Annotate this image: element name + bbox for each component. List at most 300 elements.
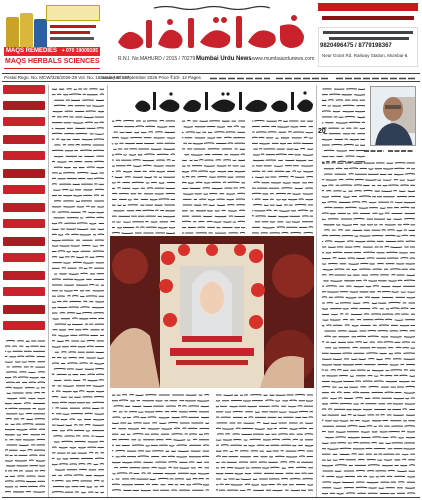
- text-stroke: [129, 155, 136, 156]
- text-stroke: [369, 202, 376, 203]
- text-stroke: [187, 120, 191, 121]
- text-stroke: [322, 297, 327, 298]
- text-stroke: [346, 179, 354, 180]
- text-stroke: [171, 154, 175, 155]
- text-stroke: [406, 386, 416, 387]
- text-stroke: [228, 211, 237, 212]
- text-stroke: [217, 127, 225, 128]
- text-stroke: [67, 430, 73, 431]
- text-stroke: [303, 171, 313, 172]
- text-stroke: [87, 464, 91, 465]
- text-stroke: [78, 464, 85, 465]
- text-stroke: [279, 412, 287, 413]
- text-stroke: [380, 375, 383, 376]
- text-stroke: [395, 202, 403, 203]
- text-stroke: [76, 436, 80, 437]
- text-stroke: [128, 199, 132, 200]
- text-stroke: [292, 171, 296, 172]
- text-stroke: [82, 312, 92, 313]
- text-stroke: [228, 182, 240, 183]
- text-stroke: [394, 174, 404, 175]
- text-stroke: [322, 202, 326, 203]
- text-stroke: [58, 235, 63, 236]
- text-stroke: [38, 372, 45, 373]
- text-stroke: [241, 154, 245, 155]
- text-stroke: [322, 309, 328, 310]
- text-stroke: [159, 199, 170, 200]
- text-stroke: [279, 211, 290, 212]
- text-stroke: [402, 454, 408, 455]
- text-stroke: [252, 193, 261, 194]
- text-stroke: [38, 382, 45, 383]
- text-stroke: [59, 447, 68, 448]
- text-stroke: [276, 199, 281, 200]
- text-stroke: [73, 195, 82, 196]
- text-stroke: [74, 89, 77, 90]
- text-stroke: [222, 429, 234, 430]
- text-stroke: [96, 257, 104, 258]
- text-stroke: [129, 473, 133, 474]
- text-stroke: [364, 280, 368, 281]
- text-stroke: [57, 459, 61, 460]
- text-stroke: [353, 392, 360, 393]
- text-stroke: [275, 401, 280, 402]
- text-stroke: [54, 368, 66, 369]
- column-number: 20: [318, 128, 326, 135]
- text-stroke: [250, 439, 261, 440]
- text-stroke: [333, 258, 337, 259]
- text-stroke: [94, 480, 99, 481]
- text-stroke: [253, 479, 257, 480]
- text-stroke: [333, 359, 342, 360]
- text-stroke: [150, 479, 156, 480]
- text-stroke: [193, 484, 202, 485]
- text-stroke: [296, 467, 306, 468]
- text-stroke: [407, 292, 415, 293]
- text-stroke: [96, 212, 104, 213]
- text-stroke: [55, 408, 59, 409]
- text-stroke: [52, 347, 61, 348]
- text-stroke: [408, 191, 415, 192]
- ad-text-line: [50, 37, 94, 40]
- text-stroke: [6, 418, 12, 419]
- text-stroke: [240, 188, 245, 189]
- text-stroke: [95, 134, 104, 135]
- text-stroke: [395, 320, 404, 321]
- text-stroke: [282, 188, 293, 189]
- text-stroke: [252, 216, 254, 217]
- text-stroke: [339, 387, 343, 388]
- text-stroke: [359, 196, 371, 197]
- text-stroke: [264, 205, 269, 206]
- text-stroke: [53, 190, 61, 191]
- text-stroke: [354, 286, 364, 287]
- text-stroke: [27, 450, 32, 451]
- classified-ad: [3, 185, 45, 194]
- text-stroke: [77, 172, 88, 173]
- text-stroke: [83, 212, 87, 213]
- text-stroke: [391, 370, 403, 371]
- text-stroke: [394, 191, 397, 192]
- text-stroke: [336, 123, 348, 124]
- text-stroke: [39, 486, 45, 487]
- text-stroke: [357, 117, 365, 118]
- text-stroke: [407, 297, 415, 298]
- date-info-strip: [2, 73, 420, 82]
- text-stroke: [180, 468, 190, 469]
- text-stroke: [182, 428, 186, 429]
- text-stroke: [251, 485, 259, 486]
- text-stroke: [337, 392, 342, 393]
- text-stroke: [217, 205, 225, 206]
- text-stroke: [221, 445, 229, 446]
- text-stroke: [386, 370, 390, 371]
- text-stroke: [288, 406, 296, 407]
- text-stroke: [83, 301, 87, 302]
- text-stroke: [354, 218, 365, 219]
- text-stroke: [404, 337, 415, 338]
- text-stroke: [181, 417, 187, 418]
- text-stroke: [196, 132, 200, 133]
- text-stroke: [306, 401, 313, 402]
- text-stroke: [306, 132, 313, 133]
- text-stroke: [252, 137, 258, 138]
- text-stroke: [34, 392, 40, 393]
- text-stroke: [289, 412, 298, 413]
- text-stroke: [397, 471, 407, 472]
- classified-ad: [3, 271, 45, 280]
- text-stroke: [322, 409, 326, 410]
- text-stroke: [93, 386, 104, 387]
- text-stroke: [304, 137, 308, 138]
- text-stroke: [223, 160, 231, 161]
- text-stroke: [375, 319, 385, 320]
- text-stroke: [159, 423, 166, 424]
- text-stroke: [116, 120, 122, 121]
- text-stroke: [204, 166, 215, 167]
- text-stroke: [343, 105, 355, 106]
- article-headline: [133, 88, 315, 114]
- text-stroke: [322, 219, 326, 220]
- text-stroke: [235, 451, 238, 452]
- text-stroke: [162, 429, 172, 430]
- column-body-text: [320, 160, 416, 496]
- text-stroke: [224, 395, 234, 396]
- text-stroke: [224, 137, 232, 138]
- text-stroke: [323, 269, 333, 270]
- text-stroke: [366, 286, 372, 287]
- text-stroke: [148, 417, 157, 418]
- text-stroke: [409, 465, 415, 466]
- text-stroke: [330, 398, 337, 399]
- text-stroke: [280, 462, 287, 463]
- column-divider: [107, 85, 108, 497]
- text-stroke: [197, 401, 209, 402]
- text-stroke: [346, 297, 357, 298]
- text-stroke: [390, 247, 402, 248]
- text-stroke: [368, 359, 374, 360]
- text-stroke: [112, 423, 119, 424]
- text-stroke: [158, 227, 167, 228]
- text-stroke: [91, 173, 98, 174]
- text-stroke: [174, 428, 180, 429]
- text-stroke: [378, 180, 382, 181]
- text-stroke: [95, 189, 104, 190]
- text-stroke: [69, 94, 81, 95]
- text-stroke: [372, 308, 377, 309]
- text-stroke: [350, 376, 354, 377]
- text-stroke: [63, 301, 68, 302]
- text-stroke: [28, 398, 35, 399]
- ad-phone-numbers: 9820496475 / 8779198367: [320, 43, 392, 49]
- text-stroke: [112, 484, 120, 485]
- text-stroke: [308, 227, 313, 228]
- classified-ad: [3, 135, 45, 144]
- text-stroke: [282, 439, 291, 440]
- text-stroke: [159, 183, 165, 184]
- text-stroke: [239, 210, 245, 211]
- text-stroke: [295, 205, 307, 206]
- text-stroke: [142, 473, 146, 474]
- text-stroke: [169, 227, 175, 228]
- text-stroke: [342, 225, 352, 226]
- text-stroke: [133, 434, 144, 435]
- article-column-text: [250, 118, 314, 234]
- text-stroke: [76, 201, 80, 202]
- text-stroke: [358, 89, 365, 90]
- text-stroke: [86, 431, 90, 432]
- text-stroke: [322, 342, 324, 343]
- text-stroke: [277, 227, 285, 228]
- text-stroke: [123, 120, 134, 121]
- column-intro-text: [320, 86, 366, 166]
- text-stroke: [52, 240, 61, 241]
- classified-ad: [3, 219, 45, 228]
- text-stroke: [388, 470, 395, 471]
- text-stroke: [36, 461, 45, 462]
- text-stroke: [123, 171, 132, 172]
- text-stroke: [20, 450, 26, 451]
- text-stroke: [87, 487, 93, 488]
- protest-portrait-image: [110, 236, 314, 388]
- text-stroke: [73, 123, 84, 124]
- text-stroke: [275, 138, 278, 139]
- column-divider: [48, 85, 49, 497]
- text-stroke: [276, 205, 282, 206]
- text-stroke: [236, 479, 240, 480]
- text-stroke: [55, 480, 64, 481]
- text-stroke: [363, 252, 375, 253]
- text-stroke: [19, 445, 29, 446]
- text-stroke: [59, 464, 68, 465]
- text-stroke: [337, 493, 344, 494]
- text-stroke: [261, 154, 264, 155]
- classified-ad-column: [3, 85, 45, 335]
- text-stroke: [41, 393, 45, 394]
- text-stroke: [53, 319, 59, 320]
- text-stroke: [266, 210, 271, 211]
- text-stroke: [117, 473, 127, 474]
- text-stroke: [204, 394, 209, 395]
- text-stroke: [277, 484, 281, 485]
- text-stroke: [58, 335, 68, 336]
- classified-ad: [3, 237, 45, 246]
- text-stroke: [255, 429, 265, 430]
- text-stroke: [398, 437, 403, 438]
- text-stroke: [391, 308, 400, 309]
- text-stroke: [7, 398, 17, 399]
- text-stroke: [16, 429, 27, 430]
- text-stroke: [198, 478, 203, 479]
- text-stroke: [385, 392, 394, 393]
- text-stroke: [335, 465, 347, 466]
- text-stroke: [333, 488, 341, 489]
- classified-ad: [3, 305, 45, 314]
- text-stroke: [352, 325, 359, 326]
- text-stroke: [143, 165, 152, 166]
- text-stroke: [360, 128, 365, 129]
- text-stroke: [29, 382, 36, 383]
- text-stroke: [356, 487, 368, 488]
- text-stroke: [81, 492, 85, 493]
- text-stroke: [353, 442, 359, 443]
- text-stroke: [307, 485, 313, 486]
- text-stroke: [160, 120, 165, 121]
- classified-ad: [3, 287, 45, 296]
- text-stroke: [155, 210, 158, 211]
- text-stroke: [72, 481, 79, 482]
- ad-brand-name: MAQS HERBALS SCIENCES: [5, 58, 100, 65]
- text-stroke: [15, 481, 25, 482]
- text-stroke: [349, 264, 359, 265]
- text-stroke: [158, 478, 169, 479]
- text-stroke: [113, 149, 116, 150]
- text-stroke: [144, 154, 154, 155]
- urdu-dateline: [210, 77, 416, 80]
- text-stroke: [346, 493, 355, 494]
- text-stroke: [52, 374, 54, 375]
- text-stroke: [216, 456, 221, 457]
- text-stroke: [79, 391, 84, 392]
- text-stroke: [88, 380, 98, 381]
- text-stroke: [26, 346, 29, 347]
- classified-ad: [3, 203, 45, 212]
- text-stroke: [119, 400, 128, 401]
- text-stroke: [68, 324, 71, 325]
- text-stroke: [97, 128, 104, 129]
- text-stroke: [94, 396, 104, 397]
- text-stroke: [362, 421, 370, 422]
- ad-text-line: [50, 31, 90, 34]
- text-stroke: [127, 165, 132, 166]
- text-stroke: [401, 431, 405, 432]
- text-stroke: [74, 279, 84, 280]
- text-stroke: [184, 127, 193, 128]
- text-stroke: [138, 412, 143, 413]
- text-stroke: [58, 223, 62, 224]
- text-stroke: [83, 380, 86, 381]
- text-stroke: [204, 143, 215, 144]
- text-stroke: [331, 381, 342, 382]
- classified-ad: [3, 117, 45, 126]
- text-stroke: [146, 183, 150, 184]
- text-stroke: [401, 207, 410, 208]
- text-stroke: [166, 439, 172, 440]
- text-stroke: [5, 461, 13, 462]
- text-stroke: [349, 168, 358, 169]
- text-stroke: [386, 443, 391, 444]
- text-stroke: [272, 439, 280, 440]
- text-stroke: [278, 216, 288, 217]
- text-stroke: [274, 166, 283, 167]
- text-stroke: [309, 417, 314, 418]
- text-stroke: [89, 223, 96, 224]
- text-stroke: [364, 190, 373, 191]
- text-stroke: [183, 194, 193, 195]
- text-stroke: [322, 420, 323, 421]
- text-stroke: [372, 442, 377, 443]
- text-stroke: [372, 370, 384, 371]
- classified-ad: [3, 151, 45, 160]
- english-dateline: Sunday 6th September 2026 Price ₹10/- 12 Pages: [100, 75, 201, 80]
- text-stroke: [407, 275, 416, 276]
- text-stroke: [336, 437, 346, 438]
- text-stroke: [76, 257, 84, 258]
- text-stroke: [330, 281, 342, 282]
- text-stroke: [53, 436, 62, 437]
- text-stroke: [388, 281, 396, 282]
- text-stroke: [146, 445, 150, 446]
- text-stroke: [54, 105, 66, 106]
- text-stroke: [77, 229, 88, 230]
- text-stroke: [345, 117, 355, 118]
- text-stroke: [55, 128, 65, 129]
- text-stroke: [402, 235, 409, 236]
- text-stroke: [97, 358, 104, 359]
- text-stroke: [178, 406, 181, 407]
- text-stroke: [336, 225, 340, 226]
- column-divider: [316, 85, 317, 497]
- text-stroke: [296, 160, 306, 161]
- text-stroke: [294, 149, 298, 150]
- text-stroke: [95, 458, 104, 459]
- text-stroke: [307, 176, 314, 177]
- text-stroke: [362, 202, 367, 203]
- text-stroke: [17, 356, 24, 357]
- article-column-text: [110, 118, 176, 234]
- urdu-ad-tagline: [46, 5, 100, 21]
- text-stroke: [322, 325, 324, 326]
- text-stroke: [85, 425, 90, 426]
- bottle: [6, 17, 19, 47]
- text-stroke: [348, 426, 358, 427]
- text-stroke: [325, 241, 332, 242]
- text-stroke: [368, 281, 377, 282]
- text-stroke: [344, 144, 354, 145]
- text-stroke: [136, 395, 144, 396]
- text-stroke: [7, 351, 11, 352]
- text-stroke: [291, 176, 294, 177]
- text-stroke: [52, 133, 62, 134]
- masthead: [112, 4, 315, 70]
- text-stroke: [13, 377, 17, 378]
- text-stroke: [100, 94, 104, 95]
- text-stroke: [83, 263, 93, 264]
- text-stroke: [322, 443, 329, 444]
- text-stroke: [340, 421, 349, 422]
- text-stroke: [182, 221, 191, 222]
- text-stroke: [52, 397, 58, 398]
